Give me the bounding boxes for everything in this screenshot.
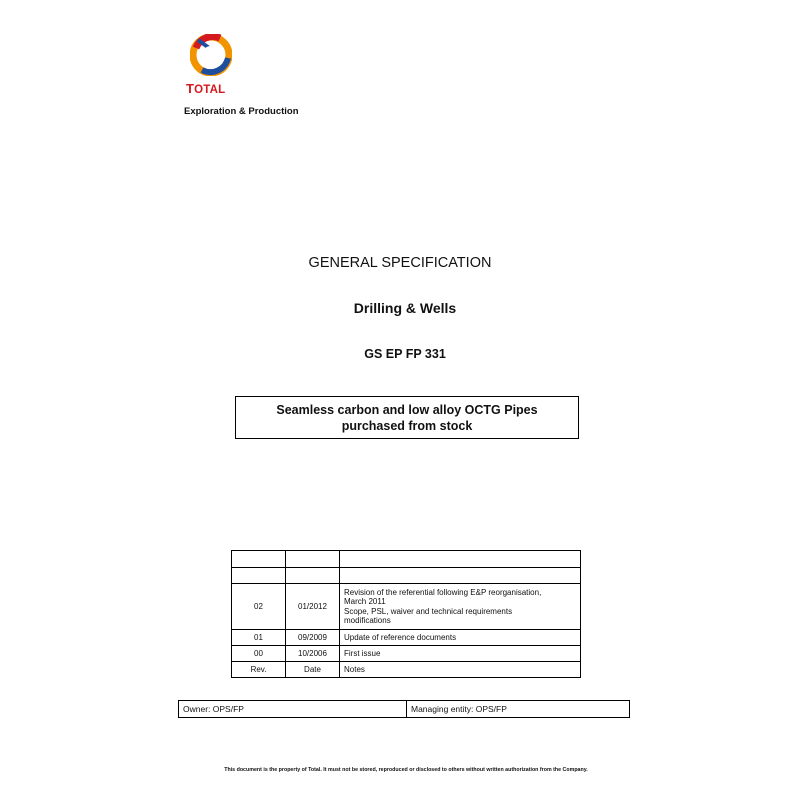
- notes-cell: Update of reference documents: [340, 630, 581, 646]
- division-name: Exploration & Production: [184, 106, 299, 117]
- rev-cell: 01: [232, 630, 286, 646]
- spec-domain: Drilling & Wells: [353, 300, 457, 316]
- spec-code: GS EP FP 331: [364, 347, 446, 361]
- notes-header: Notes: [340, 662, 581, 678]
- table-row: [232, 568, 581, 584]
- date-cell: 09/2009: [286, 630, 340, 646]
- notes-cell: First issue: [340, 646, 581, 662]
- owner-cell: Owner: OPS/FP: [179, 701, 407, 718]
- total-logo-icon: [190, 34, 232, 76]
- date-header: Date: [286, 662, 340, 678]
- spec-title-line: purchased from stock: [341, 418, 473, 433]
- date-cell: 01/2012: [286, 584, 340, 630]
- table-row: [179, 701, 630, 718]
- date-cell: 10/2006: [286, 646, 340, 662]
- spec-title-box: [235, 396, 579, 439]
- brand-wordmark: TOTAL: [186, 81, 226, 96]
- table-row: [232, 584, 581, 630]
- table-row: [232, 630, 581, 646]
- revision-table: [231, 550, 581, 678]
- spec-title-line: Seamless carbon and low alloy OCTG Pipes: [276, 402, 538, 417]
- rev-cell: 02: [232, 584, 286, 630]
- rev-header: Rev.: [232, 662, 286, 678]
- notes-cell: Revision of the referential following E&P reorganisation, March 2011 Scope, PSL, waiver and technical requirements modifications: [340, 584, 581, 630]
- table-row: [232, 646, 581, 662]
- spec-type: GENERAL SPECIFICATION: [308, 255, 492, 271]
- confidentiality-notice: This document is the property of Total. It must not be stored, reproduced or disclosed to others without written authorization from the Company.: [224, 767, 588, 773]
- rev-cell: 00: [232, 646, 286, 662]
- managing-entity-cell: Managing entity: OPS/FP: [407, 701, 630, 718]
- table-row: [232, 551, 581, 568]
- ownership-table: [178, 700, 630, 718]
- table-header-row: [232, 662, 581, 678]
